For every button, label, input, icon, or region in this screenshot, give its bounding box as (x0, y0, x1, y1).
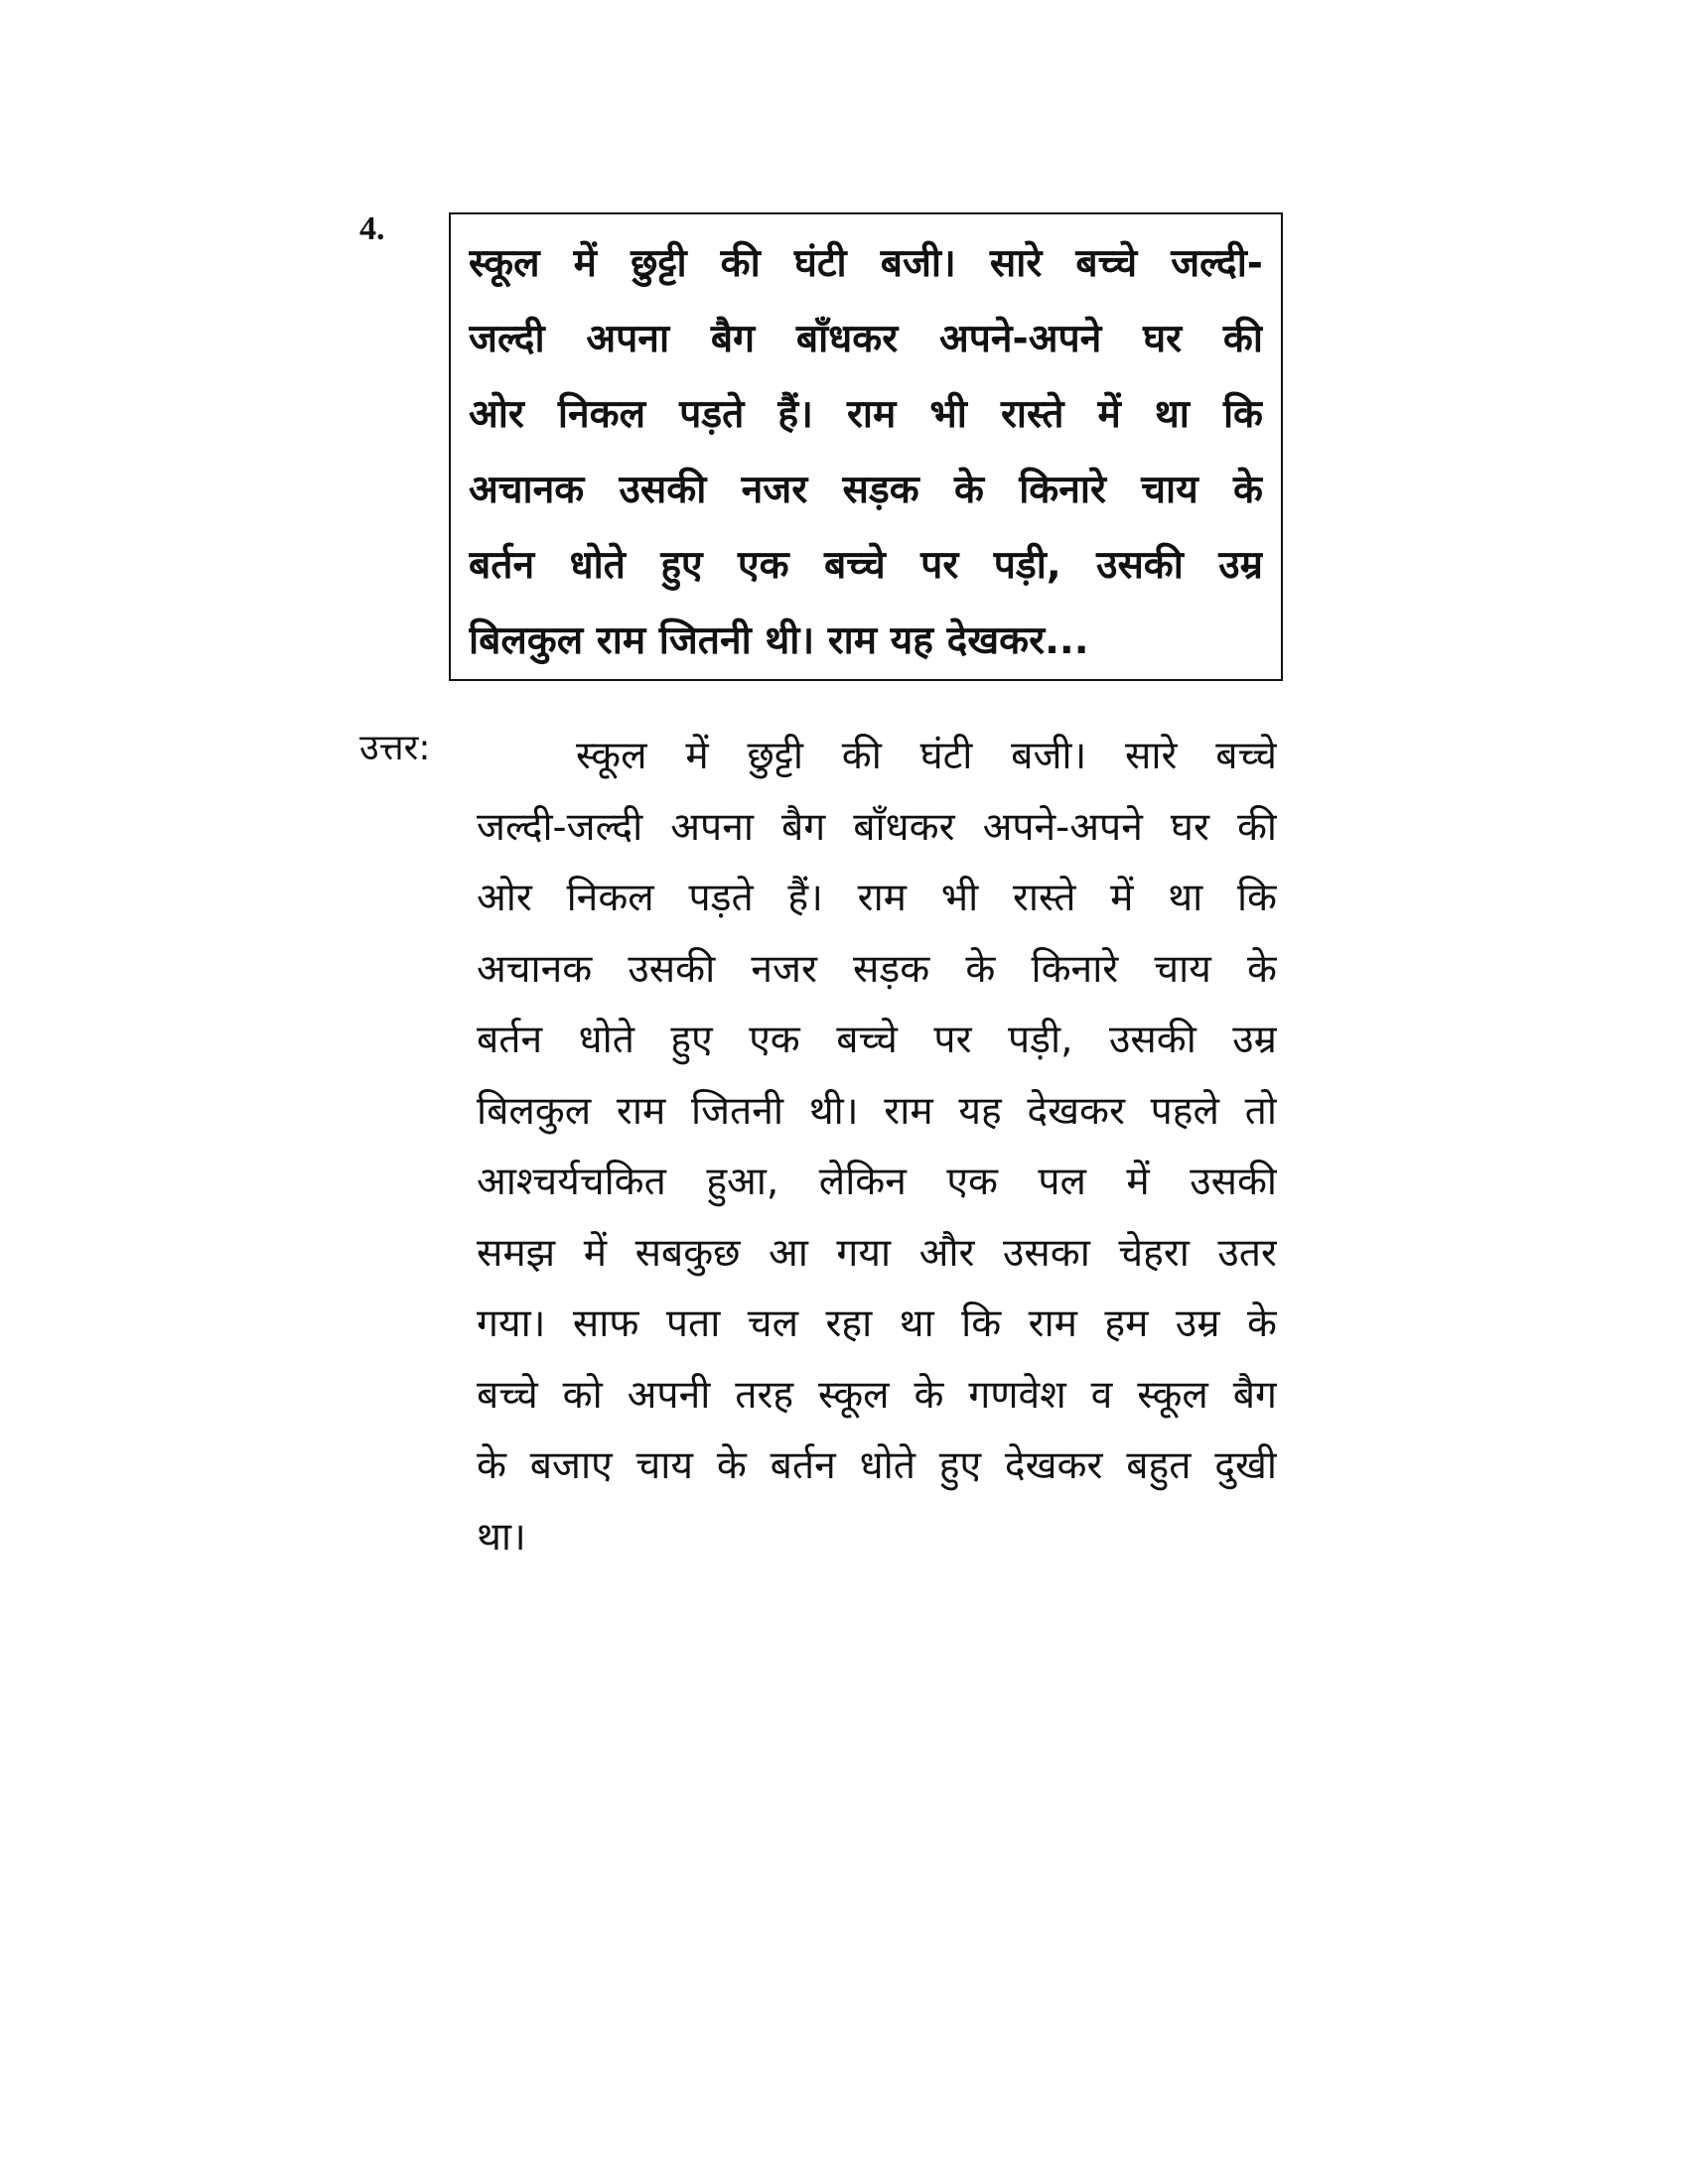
question-line: जल्दी अपना बैग बाँधकर अपने-अपने घर की (469, 317, 1263, 361)
question-line: स्कूल में छुट्टी की घंटी बजी। सारे बच्चे जल्दी- (469, 241, 1263, 286)
answer-line: जल्दी-जल्दी अपना बैग बाँधकर अपने-अपने घर की (477, 804, 1277, 850)
question-line: बर्तन धोते हुए एक बच्चे पर पड़ी, उसकी उम्र (469, 543, 1263, 588)
answer-line: बिलकुल राम जितनी थी। राम यह देखकर पहले तो (477, 1088, 1277, 1134)
question-number: 4. (359, 210, 385, 247)
question-box (449, 212, 1283, 681)
question-line: अचानक उसकी नजर सड़क के किनारे चाय के (469, 468, 1263, 512)
answer-label: उत्तर: (359, 728, 431, 768)
answer-line: बर्तन धोते हुए एक बच्चे पर पड़ी, उसकी उम्र (477, 1018, 1277, 1062)
answer-line: स्कूल में छुट्टी की घंटी बजी। सारे बच्चे (576, 734, 1277, 778)
answer-line: बच्चे को अपनी तरह स्कूल के गणवेश व स्कूल बैग (477, 1372, 1277, 1418)
answer-line: था। (477, 1514, 526, 1560)
question-line: ओर निकल पड़ते हैं। राम भी रास्ते में था कि (469, 392, 1263, 437)
answer-line: समझ में सबकुछ आ गया और उसका चेहरा उतर (477, 1230, 1277, 1276)
answer-line: आश्चर्यचकित हुआ, लेकिन एक पल में उसकी (477, 1160, 1277, 1204)
answer-line: अचानक उसकी नजर सड़क के किनारे चाय के (477, 946, 1277, 992)
answer-body (477, 721, 1277, 1572)
question-line: बिलकुल राम जितनी थी। राम यह देखकर... (469, 618, 1089, 663)
answer-line: के बजाए चाय के बर्तन धोते हुए देखकर बहुत दुखी (477, 1443, 1277, 1488)
answer-line: ओर निकल पड़ते हैं। राम भी रास्ते में था कि (477, 876, 1277, 920)
answer-line: गया। साफ पता चल रहा था कि राम हम उम्र के (477, 1301, 1277, 1346)
